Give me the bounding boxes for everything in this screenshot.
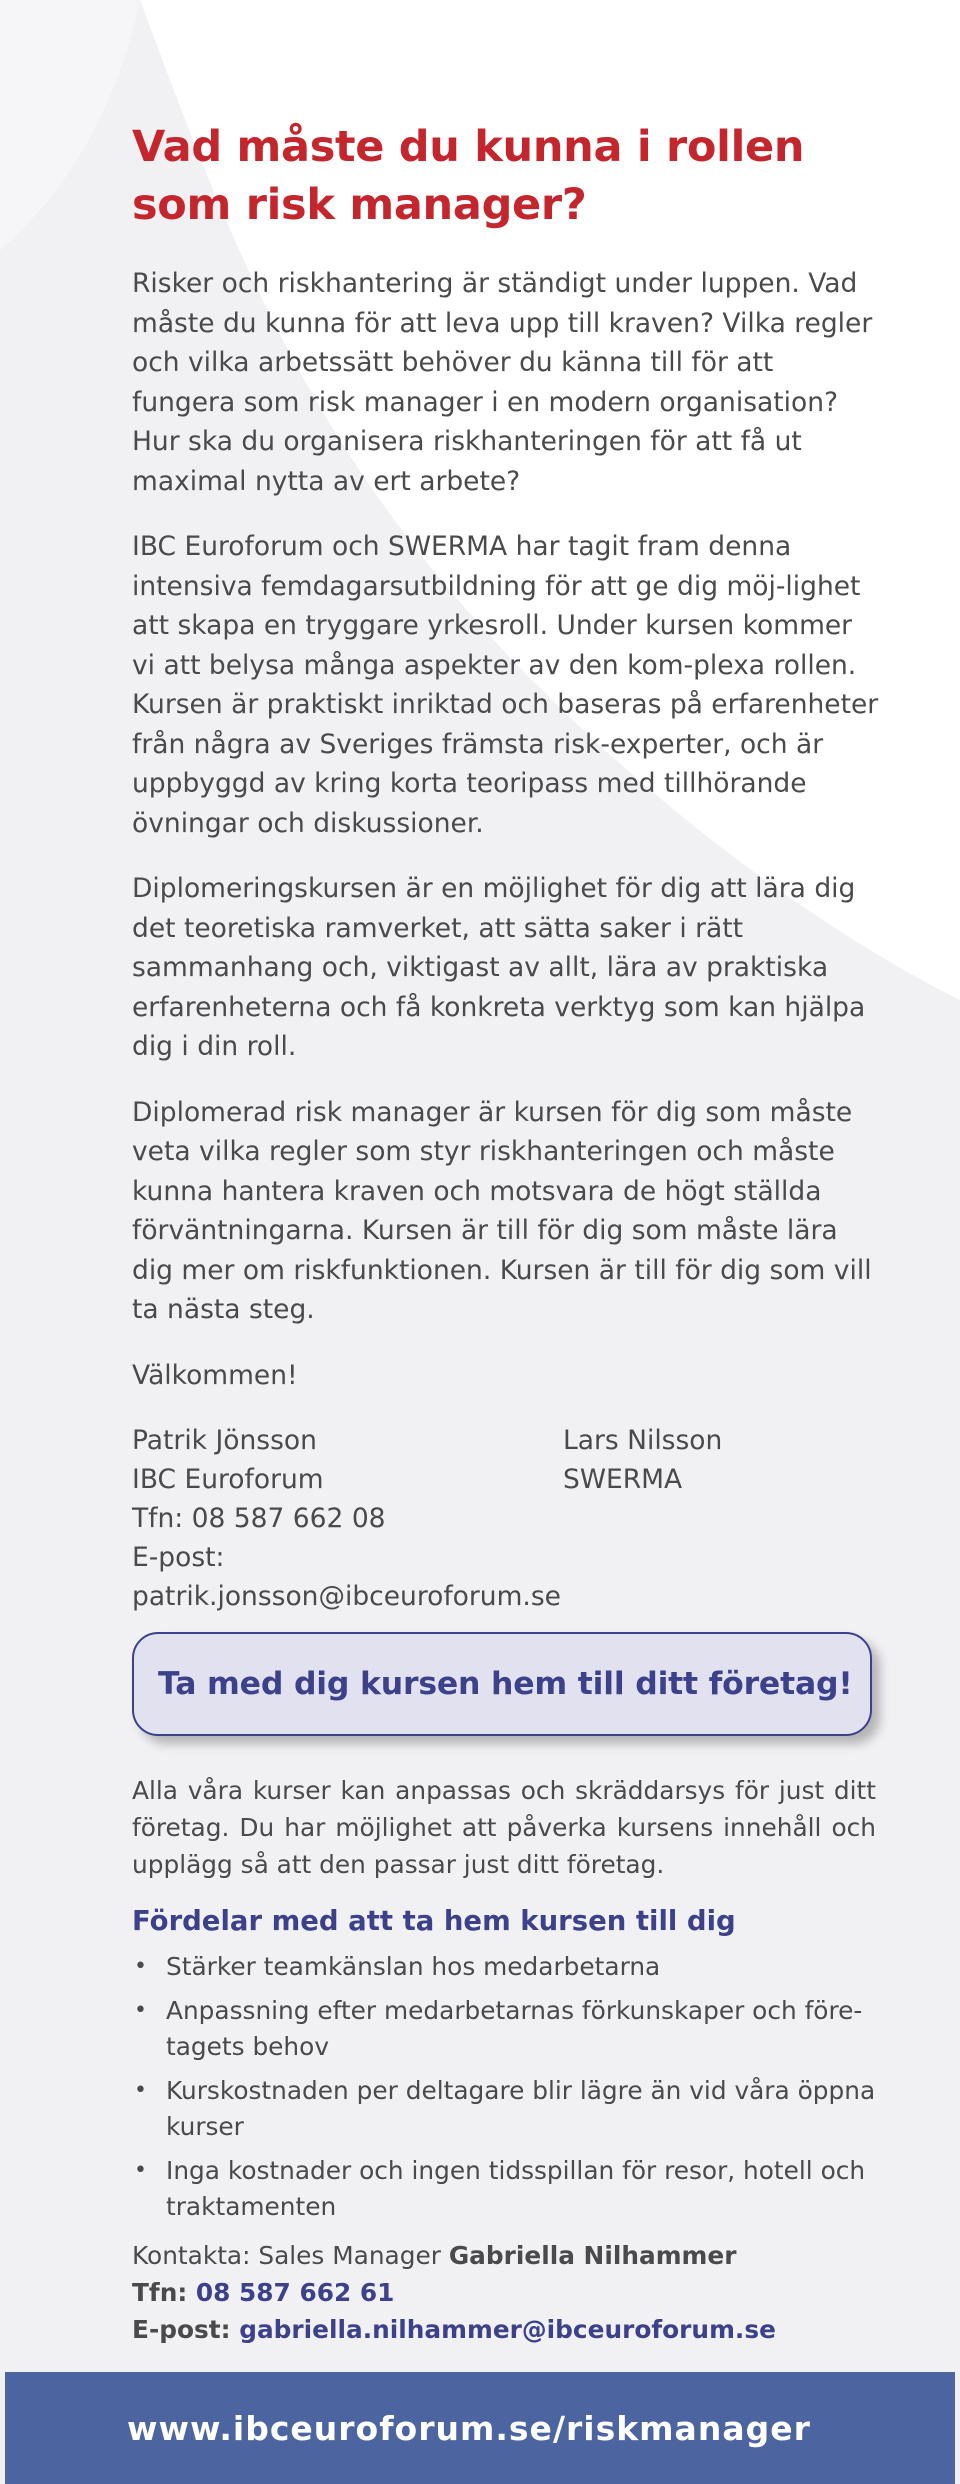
signer-name: Patrik Jönsson — [132, 1425, 317, 1456]
bullet-icon: • — [134, 2078, 147, 2103]
list-item: • Kurskostnaden per deltagare blir lägre än vid våra öppna kurser — [132, 2073, 876, 2145]
contact-name: Gabriella Nilhammer — [448, 2241, 737, 2270]
list-item: • Inga kostnader och ingen tidsspillan för resor, hotell och traktamenten — [132, 2153, 876, 2225]
welcome-text: Välkommen! — [132, 1359, 298, 1391]
contact-line: Kontakta: Sales Manager Gabriella Nilhammer — [132, 2241, 737, 2270]
signer-org: IBC Euroforum — [132, 1464, 324, 1495]
inhouse-cta-box — [132, 1632, 872, 1736]
contact-email-line: E-post: gabriella.nilhammer@ibceuroforum.se — [132, 2315, 776, 2344]
intro-text — [132, 264, 882, 1330]
footer-bar — [5, 2372, 955, 2484]
bullet-icon: • — [134, 1998, 147, 2023]
paragraph: Risker och riskhantering är ständigt under luppen. Vad måste du kunna för att leva upp till kraven? Vilka regler och vilka arbetssätt behöver du känna till för att fungera som risk manager i en modern organisation? Hur ska du organisera riskhanteringen för att få ut maximal nytta av ert arbete? — [132, 268, 873, 497]
signer-name: Lars Nilsson — [563, 1425, 723, 1456]
cta-heading: Ta med dig kursen hem till ditt företag! — [158, 1666, 853, 1702]
bullet-icon: • — [134, 1954, 147, 1979]
contact-block — [132, 2237, 876, 2348]
inhouse-lead: Alla våra kurser kan anpassas och skräddarsys för just ditt företag. Du har möjlighet att påverka kursens innehåll och upplägg så att den passar just ditt företag. — [132, 1776, 876, 1879]
bullet-icon: • — [134, 2158, 147, 2183]
signer-phone: Tfn: 08 587 662 08 — [132, 1503, 386, 1534]
inhouse-section — [132, 1772, 876, 2348]
list-item: • Anpassning efter medarbetarnas förkunskaper och före-tagets behov — [132, 1993, 876, 2065]
paragraph: Diplomerad risk manager är kursen för dig som måste veta vilka regler som styr riskhanteringen och måste kunna hantera kraven och motsvara de högt ställda förväntningarna. Kursen är till för dig som måste lära dig mer om riskfunktionen. Kursen är till för dig som vill ta nästa steg. — [132, 1096, 872, 1325]
contact-email-link[interactable]: gabriella.nilhammer@ibceuroforum.se — [239, 2315, 776, 2344]
contact-phone[interactable]: 08 587 662 61 — [195, 2278, 395, 2307]
contact-phone-line: Tfn: 08 587 662 61 — [132, 2278, 395, 2307]
signer-org: SWERMA — [563, 1464, 683, 1495]
paragraph: IBC Euroforum och SWERMA har tagit fram denna intensiva femdagarsutbildning för att ge dig möj-lighet att skapa en tryggare yrkesroll. Under kursen kommer vi att belysa många aspekter av den kom-plexa rollen. Kursen är praktiskt inriktad och baseras på erfarenheter från några av Sveriges främsta risk-experter, och är uppbyggd av kring korta teoripass med tillhörande övningar och diskussioner. — [132, 531, 879, 839]
main-content — [132, 118, 882, 1616]
paragraph: Diplomeringskursen är en möjlighet för dig att lära dig det teoretiska ramverket, att sätta saker i rätt sammanhang och, viktigast av allt, lära av praktiska erfarenheterna och få konkreta verktyg som kan hjälpa dig i din roll. — [132, 873, 866, 1062]
footer-url-link[interactable]: www.ibceuroforum.se/riskmanager — [127, 2408, 811, 2448]
page-title: Vad måste du kunna i rollen som risk manager? — [132, 122, 805, 230]
signer-email: E-post: patrik.jonsson@ibceuroforum.se — [132, 1542, 561, 1612]
signature-left — [132, 1421, 562, 1616]
signature-block — [132, 1421, 882, 1616]
list-item: • Stärker teamkänslan hos medarbetarna — [132, 1949, 876, 1985]
benefits-heading: Fördelar med att ta hem kursen till dig — [132, 1905, 736, 1937]
benefits-list — [132, 1949, 876, 2225]
signature-right — [563, 1421, 722, 1499]
